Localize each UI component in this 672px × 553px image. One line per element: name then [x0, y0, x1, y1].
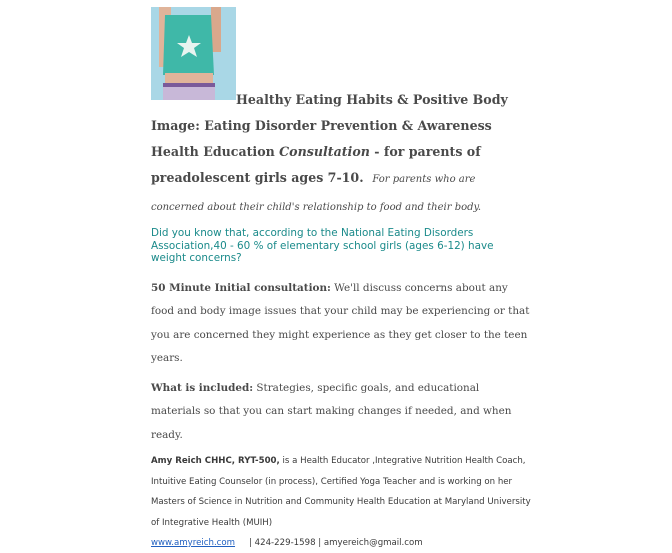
author-bio-text: is a Health Educator ,Integrative Nutrition Health Coach, Intuitive Eating Counselor (in process), Certified Yoga Teacher and is working on her Masters of Science in Nutrition and Community Health Education at Maryland University of Integrative Health (MUIH)	[151, 456, 531, 528]
flyer-document	[151, 7, 531, 553]
initial-consultation-text: We'll discuss concerns about any food and body image issues that your child may be experiencing or that you are concerned they might experience as they get closer to the teen years.	[151, 281, 530, 364]
headline-text: Healthy Eating Habits & Positive Body Image: Eating Disorder Prevention & Awareness Health Education	[151, 92, 508, 159]
initial-consultation-label: 50 Minute Initial consultation:	[151, 281, 331, 294]
headline-subtitle: For parents who are concerned about their child's relationship to food and their body.	[151, 174, 482, 213]
girl-photo-illustration	[151, 7, 236, 100]
headline-text-end: - for parents of preadolescent girls ages 7-10.	[151, 144, 481, 185]
statistic-fact: Did you know that, according to the National Eating Disorders Association,40 - 60 % of elementary school girls (ages 6-12) have weight concerns?	[151, 227, 494, 264]
girl-photo	[151, 7, 236, 100]
whats-included-label: What is included:	[151, 381, 254, 394]
author-name: Amy Reich CHHC, RYT-500,	[151, 456, 280, 466]
contact-line	[151, 533, 531, 553]
whats-included	[151, 377, 531, 448]
phone-email: | 424-229-1598 | amyereich@gmail.com	[249, 538, 423, 548]
headline-italic: Consultation	[279, 144, 370, 159]
whats-included-text: Strategies, specific goals, and educational materials so that you can start making changes if needed, and when ready.	[151, 381, 512, 441]
author-bio	[151, 451, 531, 533]
initial-consultation	[151, 277, 531, 371]
website-link[interactable]: www.amyreich.com	[151, 538, 236, 548]
